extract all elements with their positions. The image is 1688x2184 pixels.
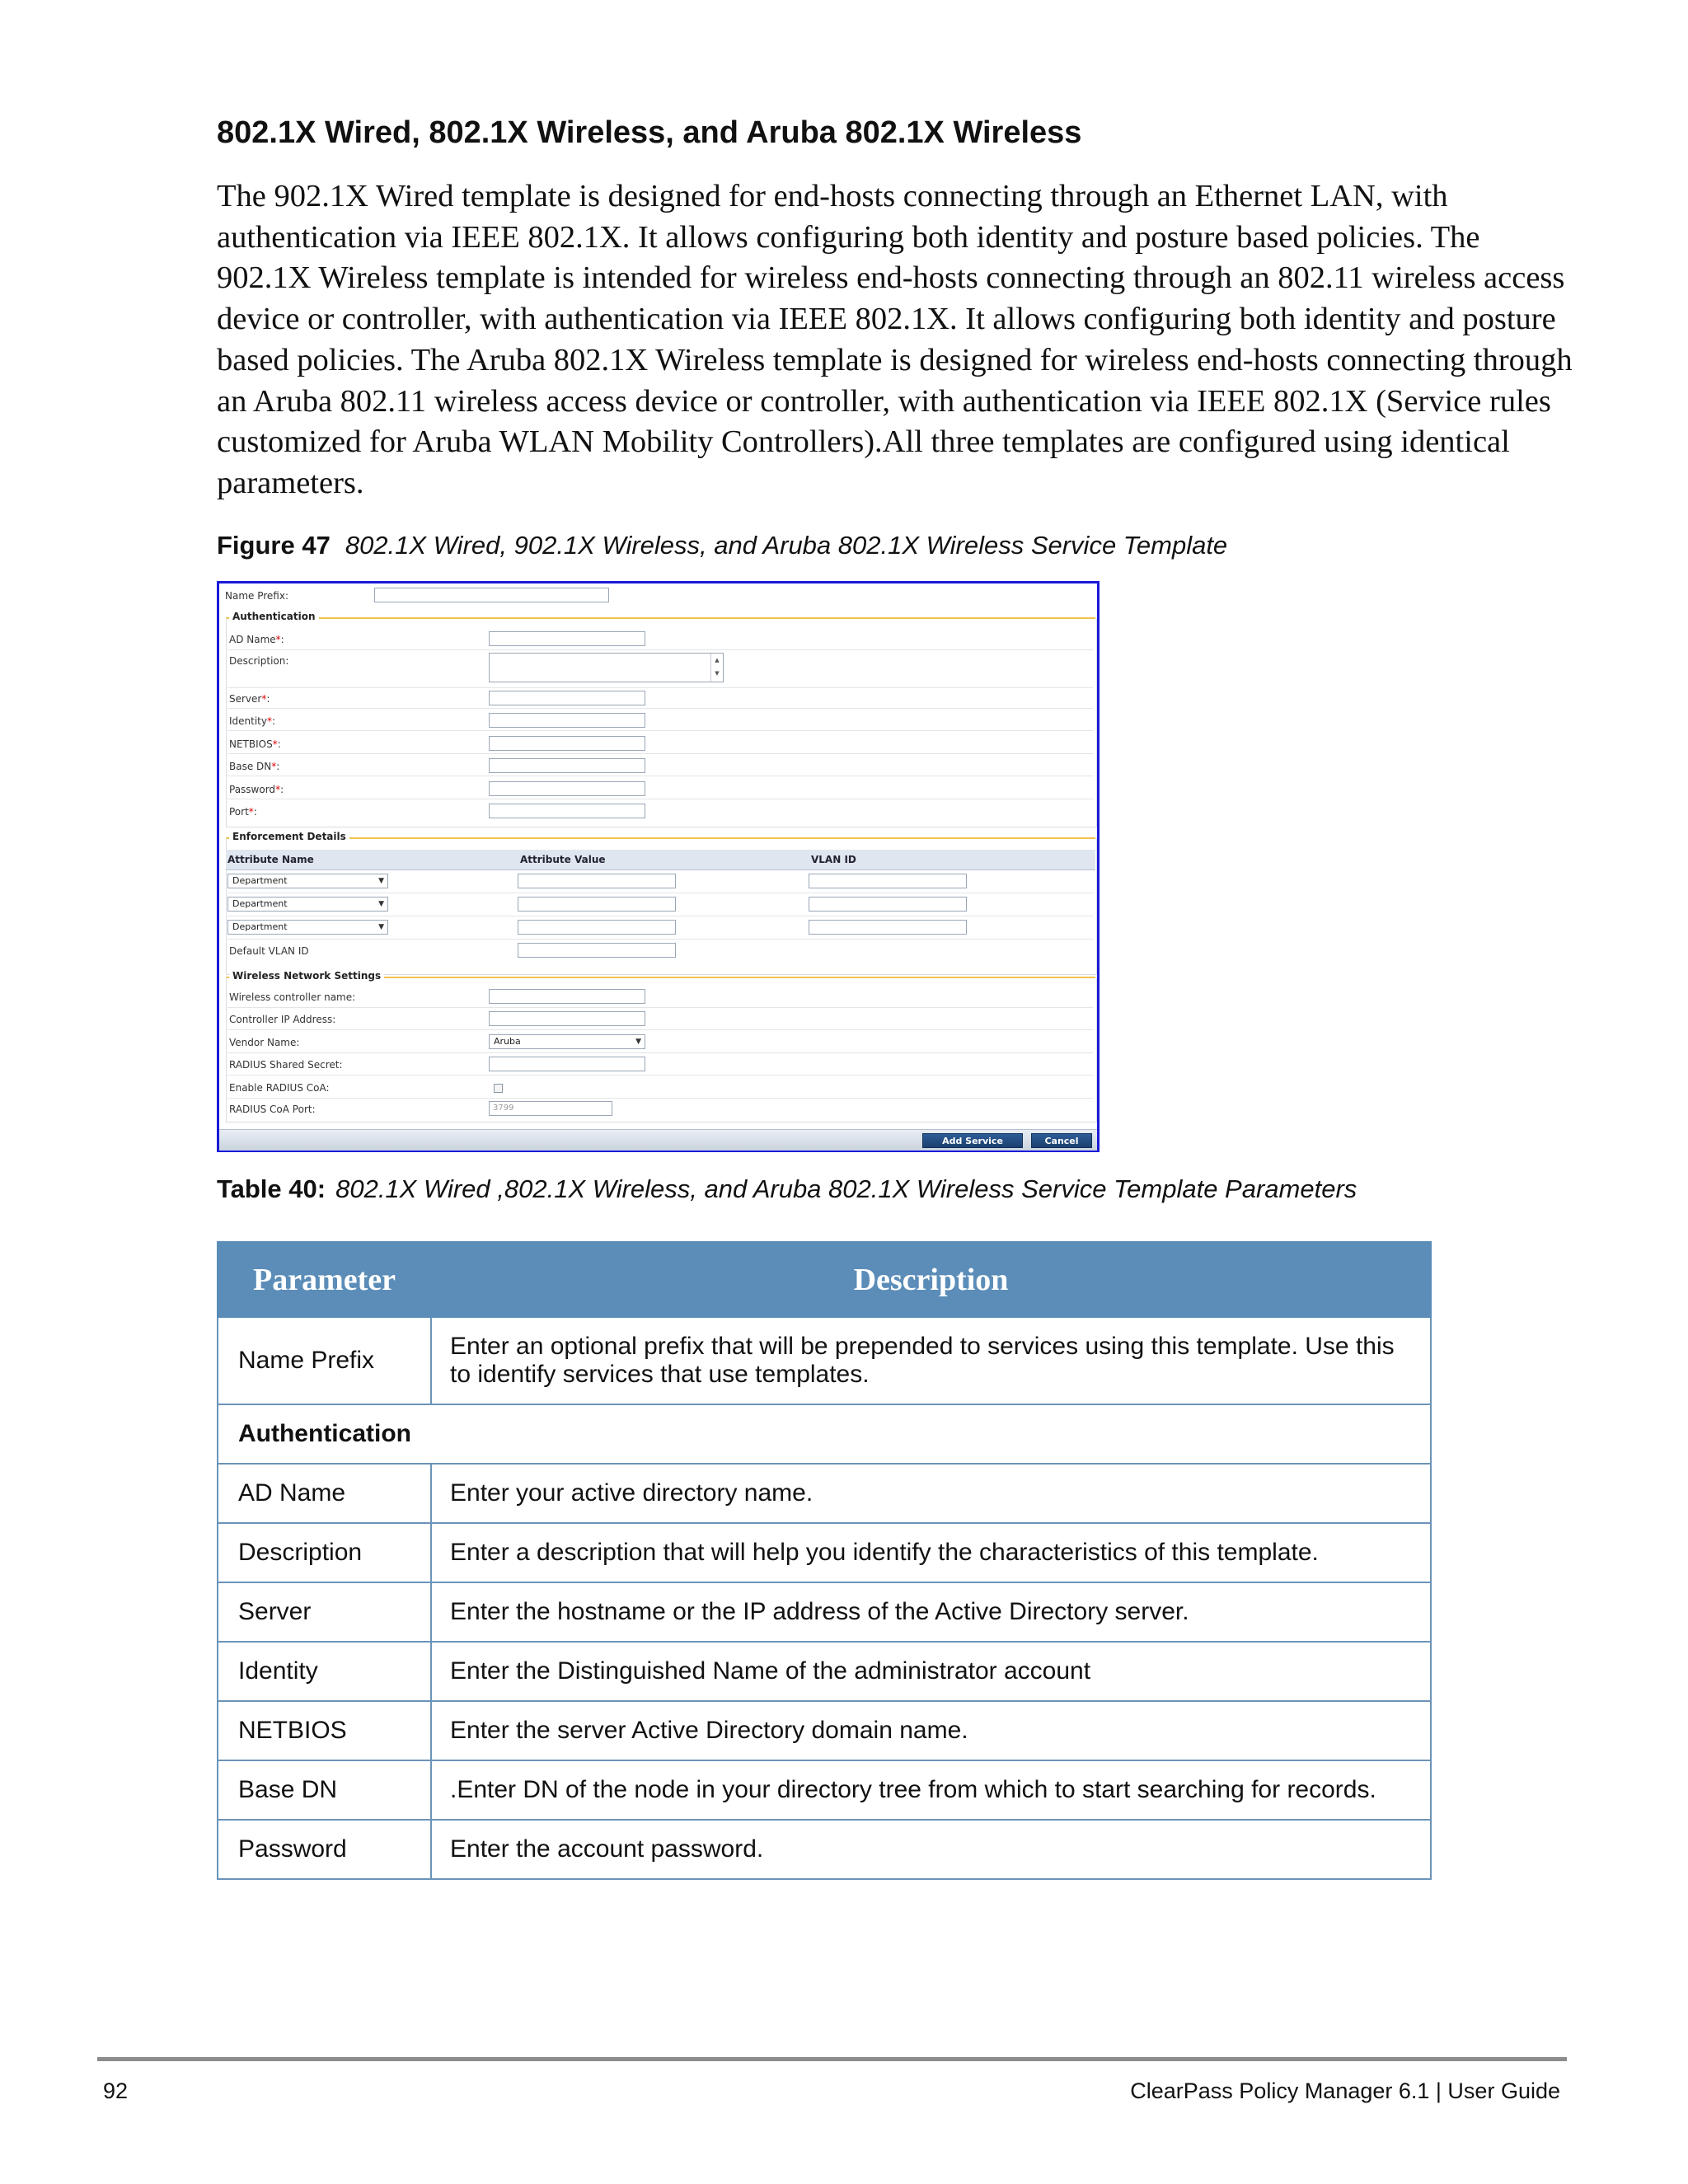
vlan-id-input[interactable] [809,874,967,888]
table-label: Table 40: [217,1174,326,1203]
port-label: Port*: [229,806,257,818]
table-row [218,1820,1431,1879]
col-attribute-value: Attribute Value [520,854,606,865]
attribute-name-select[interactable]: Department ▼ [227,897,388,912]
param-cell: Password [218,1820,431,1879]
service-template-form [217,581,1100,1152]
name-prefix-label: Name Prefix: [225,590,288,602]
table-row [218,1317,1431,1404]
name-prefix-input[interactable] [374,588,609,602]
param-cell: Identity [218,1642,431,1701]
radius-secret-input[interactable] [489,1057,645,1071]
attribute-name-select[interactable]: Department ▼ [227,920,388,935]
dropdown-arrow-icon: ▼ [378,877,384,885]
wireless-controller-label: Wireless controller name: [229,991,356,1003]
default-vlan-label: Default VLAN ID [229,945,309,957]
row-divider [227,939,1093,940]
desc-cell: Enter the Distinguished Name of the administrator account [431,1642,1431,1701]
param-cell: Server [218,1582,431,1642]
vlan-id-input[interactable] [809,920,967,935]
row-divider [227,753,1093,754]
param-cell: AD Name [218,1464,431,1523]
table-title: 802.1X Wired ,802.1X Wireless, and Aruba 802.1X Wireless Service Template Parameters [335,1174,1357,1203]
param-cell: Description [218,1523,431,1582]
row-divider [227,649,1093,650]
controller-ip-input[interactable] [489,1011,645,1026]
desc-cell: Enter a description that will help you identify the characteristics of this template. [431,1523,1431,1582]
cancel-button[interactable]: Cancel [1031,1133,1092,1148]
desc-cell: Enter an optional prefix that will be prepended to services using this template. Use this to identify services that use templates. [431,1317,1431,1404]
row-divider [227,1007,1093,1008]
desc-cell: Enter your active directory name. [431,1464,1431,1523]
server-input[interactable] [489,691,645,705]
row-divider [227,1098,1093,1099]
wireless-fieldset [226,977,1097,1122]
authentication-legend: Authentication [229,611,319,622]
table-row [218,1464,1431,1523]
description-label: Description: [229,655,289,667]
section-cell: Authentication [218,1404,1431,1464]
section-heading: 802.1X Wired, 802.1X Wireless, and Aruba 802.1X Wireless [217,115,1082,150]
netbios-input[interactable] [489,736,645,751]
ad-name-input[interactable] [489,631,645,646]
row-divider [227,1052,1093,1053]
table-header-row [218,1242,1431,1317]
password-label: Password*: [229,784,284,795]
table-row [218,1760,1431,1820]
dropdown-arrow-icon: ▼ [378,923,384,931]
enforcement-table-header [226,850,1095,870]
row-divider [227,1075,1093,1076]
wireless-controller-input[interactable] [489,989,645,1004]
desc-cell: Enter the server Active Directory domain name. [431,1701,1431,1760]
row-divider [227,1029,1093,1030]
row-divider [227,687,1093,688]
figure-caption [217,531,1227,560]
figure-label: Figure 47 [217,531,331,560]
footer-doc-title: ClearPass Policy Manager 6.1 | User Guide [1130,2079,1560,2103]
desc-cell: Enter the account password. [431,1820,1431,1879]
enforcement-legend: Enforcement Details [229,831,349,842]
identity-input[interactable] [489,713,645,728]
controller-ip-label: Controller IP Address: [229,1014,336,1025]
desc-cell: .Enter DN of the node in your directory tree from which to start searching for records. [431,1760,1431,1820]
page-number: 92 [103,2079,129,2103]
footer-rule [97,2057,1567,2061]
table-row [218,1582,1431,1642]
default-vlan-input[interactable] [518,943,676,958]
vendor-name-label: Vendor Name: [229,1037,300,1048]
enable-coa-label: Enable RADIUS CoA: [229,1082,330,1094]
param-cell: NETBIOS [218,1701,431,1760]
add-service-button[interactable]: Add Service [922,1133,1023,1148]
vendor-name-select[interactable]: Aruba ▼ [489,1034,645,1049]
param-cell: Base DN [218,1760,431,1820]
radius-secret-label: RADIUS Shared Secret: [229,1059,343,1071]
header-description: Description [431,1242,1431,1317]
vlan-id-input[interactable] [809,897,967,912]
identity-label: Identity*: [229,715,276,727]
attribute-value-input[interactable] [518,897,676,912]
port-input[interactable] [489,804,645,818]
intro-paragraph: The 902.1X Wired template is designed for end-hosts connecting through an Ethernet LAN, with authentication via IEEE 802.1X. It allows configuring both identity and posture based policies. The 902.1X Wireless template is intended for wireless end-hosts connecting through an 802.11 wireless access device or controller, with authentication via IEEE 802.1X. It allows configuring both identity and posture based policies. The Aruba 802.1X Wireless template is designed for wireless end-hosts connecting through an Aruba 802.11 wireless access device or controller, with authentication via IEEE 802.1X (Service rules customized for Aruba WLAN Mobility Controllers).All three templates are configured using identical parameters. [217,179,1573,500]
base-dn-label: Base DN*: [229,761,280,772]
enable-coa-checkbox[interactable] [494,1084,503,1093]
table-row [218,1642,1431,1701]
col-attribute-name: Attribute Name [227,854,314,865]
header-parameter: Parameter [218,1242,431,1317]
table-row [218,1523,1431,1582]
row-divider [227,730,1093,731]
dropdown-arrow-icon: ▼ [635,1038,641,1046]
param-cell: Name Prefix [218,1317,431,1404]
parameters-table [217,1241,1432,1880]
server-label: Server*: [229,693,270,705]
attribute-value-input[interactable] [518,920,676,935]
table-caption [217,1174,1357,1204]
attribute-value-input[interactable] [518,874,676,888]
figure-title: 802.1X Wired, 902.1X Wireless, and Aruba 802.1X Wireless Service Template [345,531,1228,560]
password-input[interactable] [489,781,645,796]
wireless-legend: Wireless Network Settings [229,970,384,982]
table-section-row [218,1404,1431,1464]
form-action-bar [219,1129,1097,1151]
table-row [218,1701,1431,1760]
description-textarea[interactable] [489,653,724,682]
coa-port-input[interactable]: 3799 [489,1101,612,1116]
scroll-arrows-icon[interactable]: ▲ ▼ [710,654,723,682]
coa-port-label: RADIUS CoA Port: [229,1104,316,1115]
desc-cell: Enter the hostname or the IP address of the Active Directory server. [431,1582,1431,1642]
attribute-name-select[interactable]: Department ▼ [227,874,388,888]
row-divider [227,708,1093,709]
col-vlan-id: VLAN ID [811,854,856,865]
ad-name-label: AD Name*: [229,634,284,645]
dropdown-arrow-icon: ▼ [378,900,384,908]
base-dn-input[interactable] [489,758,645,773]
netbios-label: NETBIOS*: [229,738,281,750]
